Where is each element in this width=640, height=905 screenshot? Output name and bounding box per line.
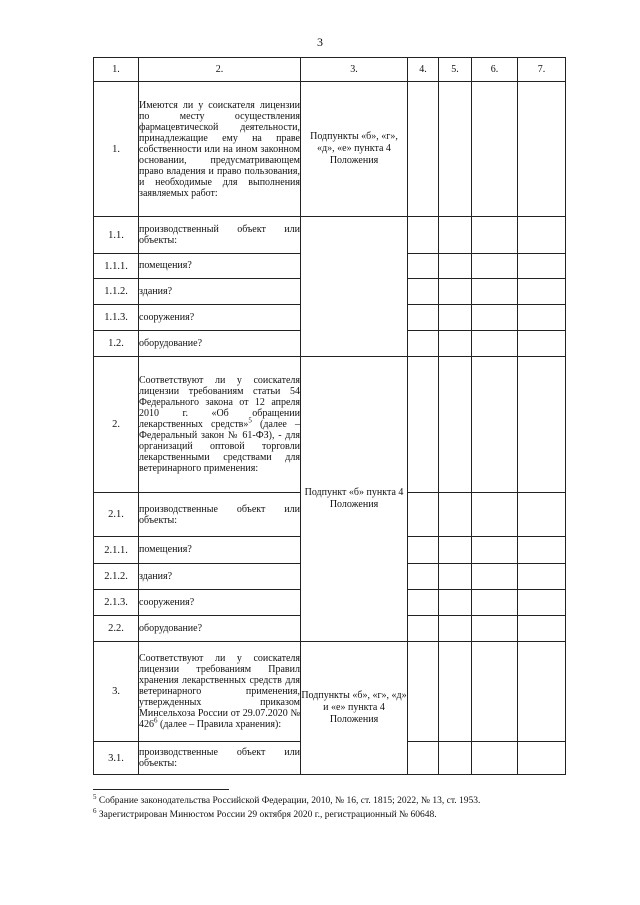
empty-cell (518, 254, 566, 279)
table-row (94, 357, 566, 493)
empty-cell (439, 590, 472, 616)
empty-cell (408, 305, 439, 331)
row-question: производственные объект или объекты: (139, 742, 301, 775)
row-number: 1.1.1. (94, 254, 139, 279)
row-number: 2.2. (94, 616, 139, 642)
empty-cell (439, 217, 472, 254)
inspection-table (93, 57, 566, 775)
empty-cell (439, 331, 472, 357)
empty-cell (472, 642, 518, 742)
empty-cell (439, 537, 472, 564)
footnote-mark: 6 (93, 806, 97, 815)
page-number: 3 (317, 35, 323, 49)
row-number: 1.1. (94, 217, 139, 254)
empty-cell (518, 537, 566, 564)
empty-cell (518, 217, 566, 254)
row-question: производственный объект или объекты: (139, 217, 301, 254)
row-number: 3. (94, 642, 139, 742)
empty-cell (408, 642, 439, 742)
empty-cell (408, 254, 439, 279)
row-question: Имеются ли у соискателя лицензии по месту осуществления фармацевтической деятельности, принадлежащие ему на праве собственности или на ином законном основании, предусматривающем право владения и право пользования, и необходимые для выполнения заявляемых работ: (139, 82, 301, 217)
footnote (93, 806, 437, 821)
empty-cell (518, 493, 566, 537)
empty-cell (518, 616, 566, 642)
empty-cell (439, 493, 472, 537)
row-number: 2.1.3. (94, 590, 139, 616)
empty-cell (439, 616, 472, 642)
col-header: 2. (139, 58, 301, 82)
row-question: помещения? (139, 254, 301, 279)
legal-reference: Подпункты «б», «г», «д» и «е» пункта 4 Положения (301, 642, 408, 775)
col-header: 3. (301, 58, 408, 82)
empty-cell (518, 357, 566, 493)
empty-cell (472, 564, 518, 590)
row-question: оборудование? (139, 331, 301, 357)
footnote (93, 792, 481, 807)
empty-cell (439, 642, 472, 742)
empty-cell (472, 616, 518, 642)
footnote-ref: 6 (154, 716, 158, 725)
row-question (139, 357, 301, 493)
empty-cell (439, 279, 472, 305)
empty-cell (518, 590, 566, 616)
empty-cell (439, 82, 472, 217)
empty-cell (472, 493, 518, 537)
row-question (139, 642, 301, 742)
empty-cell (518, 82, 566, 217)
empty-cell (408, 590, 439, 616)
question-text: Соответствуют ли у соискателя лицензии требованиям Правил хранения лекарственных средств для ветеринарного применения, утвержденных приказом Минсельхоза России от 29.07.2020 № 426 (139, 653, 300, 730)
empty-cell (301, 217, 408, 357)
empty-cell (472, 537, 518, 564)
empty-cell (408, 564, 439, 590)
legal-reference: Подпункт «б» пункта 4 Положения (301, 357, 408, 642)
row-question: сооружения? (139, 590, 301, 616)
empty-cell (472, 742, 518, 775)
row-question: сооружения? (139, 305, 301, 331)
empty-cell (518, 642, 566, 742)
empty-cell (472, 357, 518, 493)
empty-cell (408, 537, 439, 564)
row-number: 1.2. (94, 331, 139, 357)
empty-cell (472, 279, 518, 305)
empty-cell (518, 305, 566, 331)
table-row (94, 217, 566, 254)
footnote-text: Собрание законодательства Российской Федерации, 2010, № 16, ст. 1815; 2022, № 13, ст. 1953. (96, 796, 481, 806)
question-text: (далее – Правила хранения): (157, 719, 282, 730)
empty-cell (472, 331, 518, 357)
legal-reference: Подпункты «б», «г», «д», «е» пункта 4 Положения (301, 82, 408, 217)
col-header: 5. (439, 58, 472, 82)
row-number: 2.1.1. (94, 537, 139, 564)
empty-cell (408, 279, 439, 305)
col-header: 6. (472, 58, 518, 82)
empty-cell (472, 217, 518, 254)
empty-cell (518, 564, 566, 590)
empty-cell (408, 357, 439, 493)
table-row (94, 642, 566, 742)
row-question: производственные объект или объекты: (139, 493, 301, 537)
question-text: Соответствуют ли у соискателя лицензии требованиям статьи 54 Федерального закона от 12 апреля 2010 г. «Об обращении лекарственных средств» (139, 375, 300, 430)
col-header: 7. (518, 58, 566, 82)
empty-cell (472, 590, 518, 616)
empty-cell (518, 331, 566, 357)
col-header: 4. (408, 58, 439, 82)
empty-cell (408, 217, 439, 254)
table-header-row (94, 58, 566, 82)
row-number: 1.1.3. (94, 305, 139, 331)
footnote-mark: 5 (93, 792, 97, 801)
row-number: 2.1. (94, 493, 139, 537)
empty-cell (439, 305, 472, 331)
empty-cell (439, 357, 472, 493)
row-question: помещения? (139, 537, 301, 564)
empty-cell (472, 305, 518, 331)
empty-cell (439, 564, 472, 590)
row-question: здания? (139, 564, 301, 590)
row-question: оборудование? (139, 616, 301, 642)
col-header: 1. (94, 58, 139, 82)
empty-cell (472, 254, 518, 279)
row-number: 1. (94, 82, 139, 217)
footnote-separator (93, 789, 229, 790)
empty-cell (472, 82, 518, 217)
empty-cell (408, 82, 439, 217)
empty-cell (518, 279, 566, 305)
footnote-text: Зарегистрирован Минюстом России 29 октября 2020 г., регистрационный № 60648. (96, 810, 437, 820)
row-number: 2.1.2. (94, 564, 139, 590)
empty-cell (408, 616, 439, 642)
empty-cell (408, 331, 439, 357)
question-text: (далее – Федеральный закон № 61-ФЗ), - для организаций оптовой торговли лекарственными средствами для ветеринарного применения: (139, 419, 300, 474)
empty-cell (408, 742, 439, 775)
empty-cell (408, 493, 439, 537)
empty-cell (439, 254, 472, 279)
empty-cell (518, 742, 566, 775)
empty-cell (439, 742, 472, 775)
footnote-ref: 5 (248, 416, 252, 425)
row-number: 2. (94, 357, 139, 493)
table-row (94, 82, 566, 217)
row-question: здания? (139, 279, 301, 305)
row-number: 1.1.2. (94, 279, 139, 305)
row-number: 3.1. (94, 742, 139, 775)
